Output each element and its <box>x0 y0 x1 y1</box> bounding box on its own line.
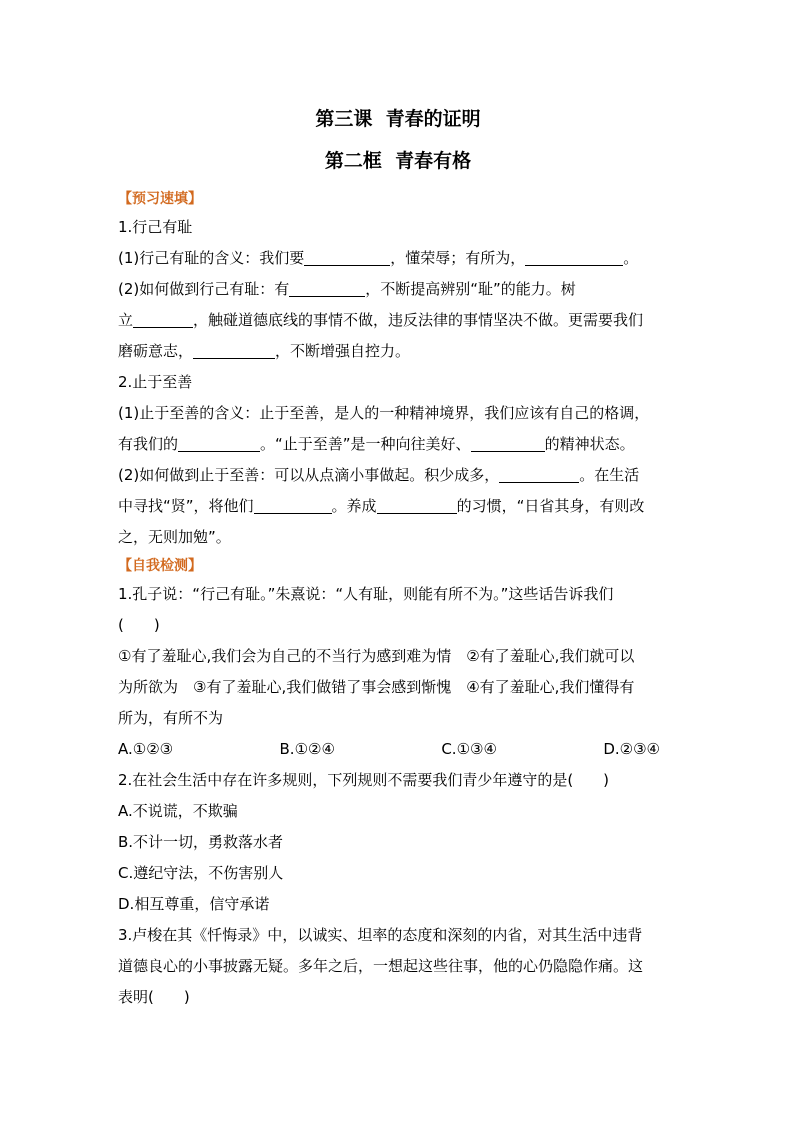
preview-q1-part1: (1)行己有耻的含义：我们要 ，懂荣辱；有所为， 。 <box>118 249 639 267</box>
preview-q2-part1-line2: 有我们的 。“止于至善”是一种向往美好、 的精神状态。 <box>118 435 635 453</box>
selfcheck-q3-line2: 道德良心的小事披露无疑。多年之后，一想起这些往事，他的心仍隐隐作痛。这 <box>118 957 644 975</box>
fill-blank[interactable] <box>289 278 365 297</box>
preview-q1-title: 1.行己有耻 <box>118 218 193 236</box>
document-page <box>118 100 678 1013</box>
lesson-title: 第三课 青春的证明 <box>315 108 481 130</box>
preview-heading: 【预习速填】 <box>118 191 202 207</box>
fill-blank[interactable] <box>254 495 332 514</box>
preview-q2-part2-line2: 中寻找“贤”，将他们 。养成 的习惯，“日省其身，有则改 <box>118 497 645 515</box>
preview-q2-title: 2.止于至善 <box>118 373 193 391</box>
selfcheck-heading: 【自我检测】 <box>118 558 202 574</box>
option-d[interactable]: D.②③④ <box>603 740 660 758</box>
fill-blank[interactable] <box>133 309 193 328</box>
section-subtitle: 第二框 青春有格 <box>324 150 472 172</box>
option-c[interactable]: C.①③④ <box>441 740 497 758</box>
preview-q2-part1-line1: (1)止于至善的含义：止于至善，是人的一种精神境界，我们应该有自己的格调， <box>118 404 650 422</box>
preview-q2-part2-line3: 之，无则加勉”。 <box>118 528 231 546</box>
fill-blank[interactable] <box>471 433 545 452</box>
preview-q1-part2-line2: 立 ，触碰道德底线的事情不做，违反法律的事情坚决不做。更需要我们 <box>118 311 644 329</box>
selfcheck-q2-option-a[interactable]: A.不说谎，不欺骗 <box>118 802 238 820</box>
option-a[interactable]: A.①②③ <box>118 740 174 758</box>
fill-blank[interactable] <box>499 464 579 483</box>
fill-blank[interactable] <box>377 495 457 514</box>
selfcheck-q1-stem: 1.孔子说：“行己有耻。”朱熹说：“人有耻，则能有所不为。”这些话告诉我们 <box>118 585 614 603</box>
preview-q2-part2-line1: (2)如何做到止于至善：可以从点滴小事做起。积少成多， 。在生活 <box>118 466 640 484</box>
fill-blank[interactable] <box>178 433 260 452</box>
fill-blank[interactable] <box>304 247 390 266</box>
selfcheck-q3-line1: 3.卢梭在其《忏悔录》中，以诚实、坦率的态度和深刻的内省，对其生活中违背 <box>118 926 643 944</box>
selfcheck-q1-statements-3: 所为，有所不为 <box>118 709 224 727</box>
fill-blank[interactable] <box>525 247 623 266</box>
selfcheck-q2-option-d[interactable]: D.相互尊重，信守承诺 <box>118 895 270 913</box>
selfcheck-q1-options <box>118 734 660 765</box>
selfcheck-q2-option-c[interactable]: C.遵纪守法，不伤害别人 <box>118 864 284 882</box>
selfcheck-q3-line3: 表明( ) <box>118 988 190 1006</box>
preview-q1-part2-line3: 磨砺意志， ，不断增强自控力。 <box>118 342 411 360</box>
option-b[interactable]: B.①②④ <box>279 740 335 758</box>
selfcheck-q1-bracket: ( ) <box>118 616 160 634</box>
selfcheck-q2-option-b[interactable]: B.不计一切，勇救落水者 <box>118 833 284 851</box>
selfcheck-q1-statements-1: ①有了羞耻心,我们会为自己的不当行为感到难为情 ②有了羞耻心,我们就可以 <box>118 647 635 665</box>
fill-blank[interactable] <box>193 340 275 359</box>
selfcheck-q1-statements-2: 为所欲为 ③有了羞耻心,我们做错了事会感到惭愧 ④有了羞耻心,我们懂得有 <box>118 678 635 696</box>
preview-q1-part2-line1: (2)如何做到行己有耻：有 ，不断提高辨别“耻”的能力。树 <box>118 280 576 298</box>
selfcheck-q2-stem: 2.在社会生活中存在许多规则，下列规则不需要我们青少年遵守的是( ) <box>118 771 610 789</box>
